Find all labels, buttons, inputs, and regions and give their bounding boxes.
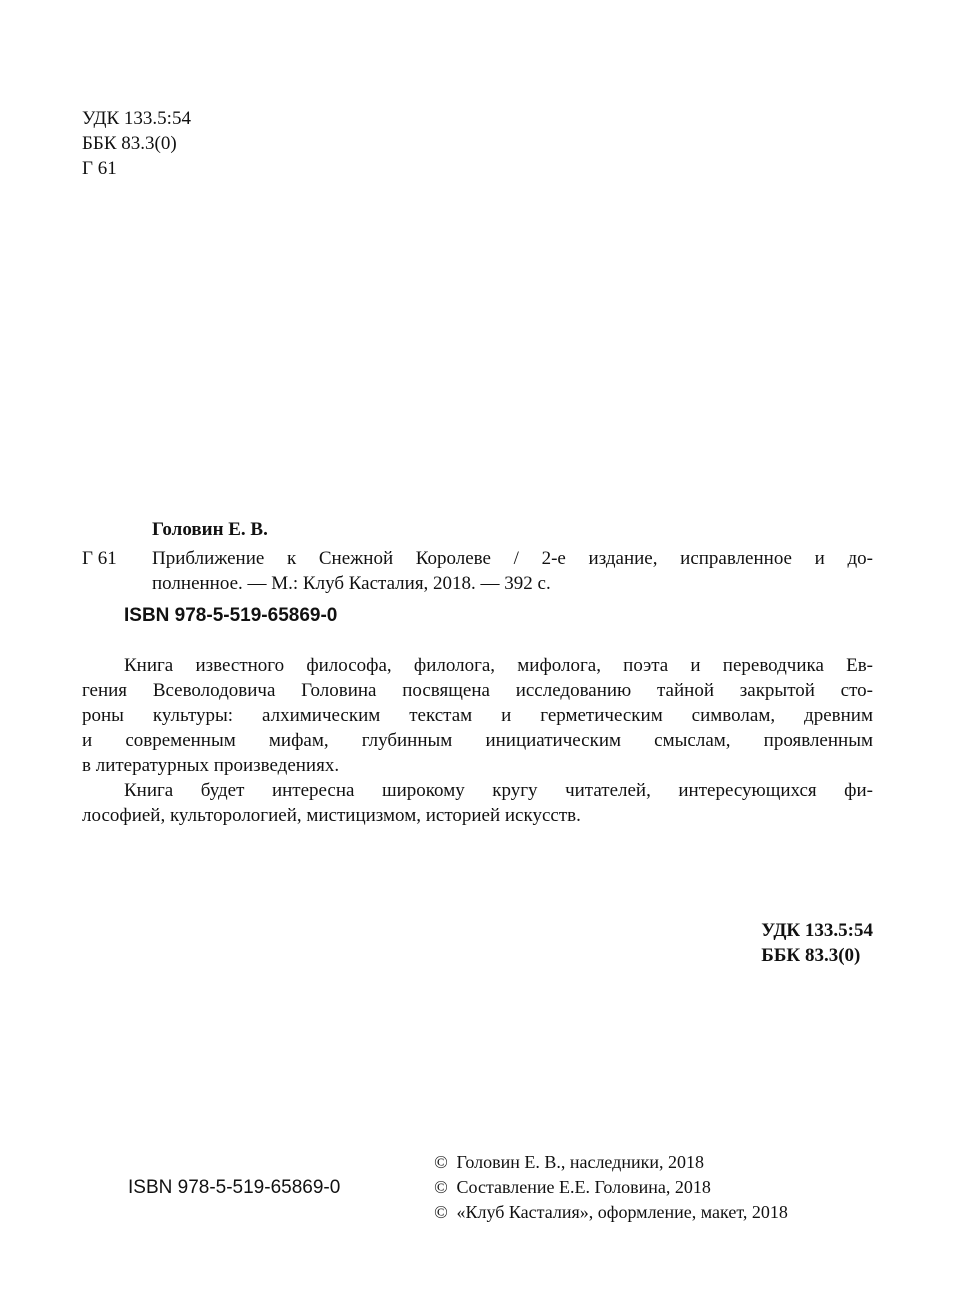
record-author: Головин Е. В. [152,519,268,540]
record-title-line-2: полненное. — М.: Клуб Касталия, 2018. — 392 с. [152,573,551,594]
copyright-text: Головин Е. В., наследники, 2018 [456,1152,704,1172]
bbk-code-bottom: ББК 83.3(0) [761,945,861,966]
annotation-paragraph-2 [82,778,873,828]
copyright-line [430,1200,788,1225]
annotation-line: Книга будет интересна широкому кругу читателей, интересующихся фи- [124,780,873,801]
copyright-text: Составление Е.Е. Головина, 2018 [456,1177,711,1197]
annotation-line: гения Всеволодовича Головина посвящена исследованию тайной закрытой сто- [82,680,873,701]
copyright-icon: © [434,1152,448,1172]
copyright-icon: © [434,1202,448,1222]
author-mark: Г 61 [82,158,117,179]
copyright-icon: © [434,1177,448,1197]
record-isbn: ISBN 978-5-519-65869-0 [124,605,338,626]
annotation-line: и современным мифам, глубинным инициатическим смыслам, проявленным [82,730,873,751]
copyright-line [430,1150,788,1175]
record-mark: Г 61 [82,548,117,569]
udk-code-bottom: УДК 133.5:54 [761,920,873,941]
annotation-line: в литературных произведениях. [82,755,340,776]
bottom-classification [761,918,873,968]
annotation-paragraph-1 [82,653,873,778]
copyright-line [430,1175,788,1200]
bbk-code: ББК 83.3(0) [82,133,177,154]
annotation-line: лософией, культорологией, мистицизмом, историей искусств. [82,805,581,826]
copyright-block [430,1150,788,1225]
copyright-text: «Клуб Касталия», оформление, макет, 2018 [456,1202,788,1222]
annotation-line: Книга известного философа, филолога, мифолога, поэта и переводчика Ев- [124,655,873,676]
record-title [152,546,873,596]
footer-isbn: ISBN 978-5-519-65869-0 [128,1177,341,1198]
udk-code: УДК 133.5:54 [82,108,191,129]
record-title-line-1: Приближение к Снежной Королеве / 2-е издание, исправленное и до- [152,548,873,569]
annotation-line: роны культуры: алхимическим текстам и герметическим символам, древним [82,705,873,726]
top-classification [82,106,191,181]
